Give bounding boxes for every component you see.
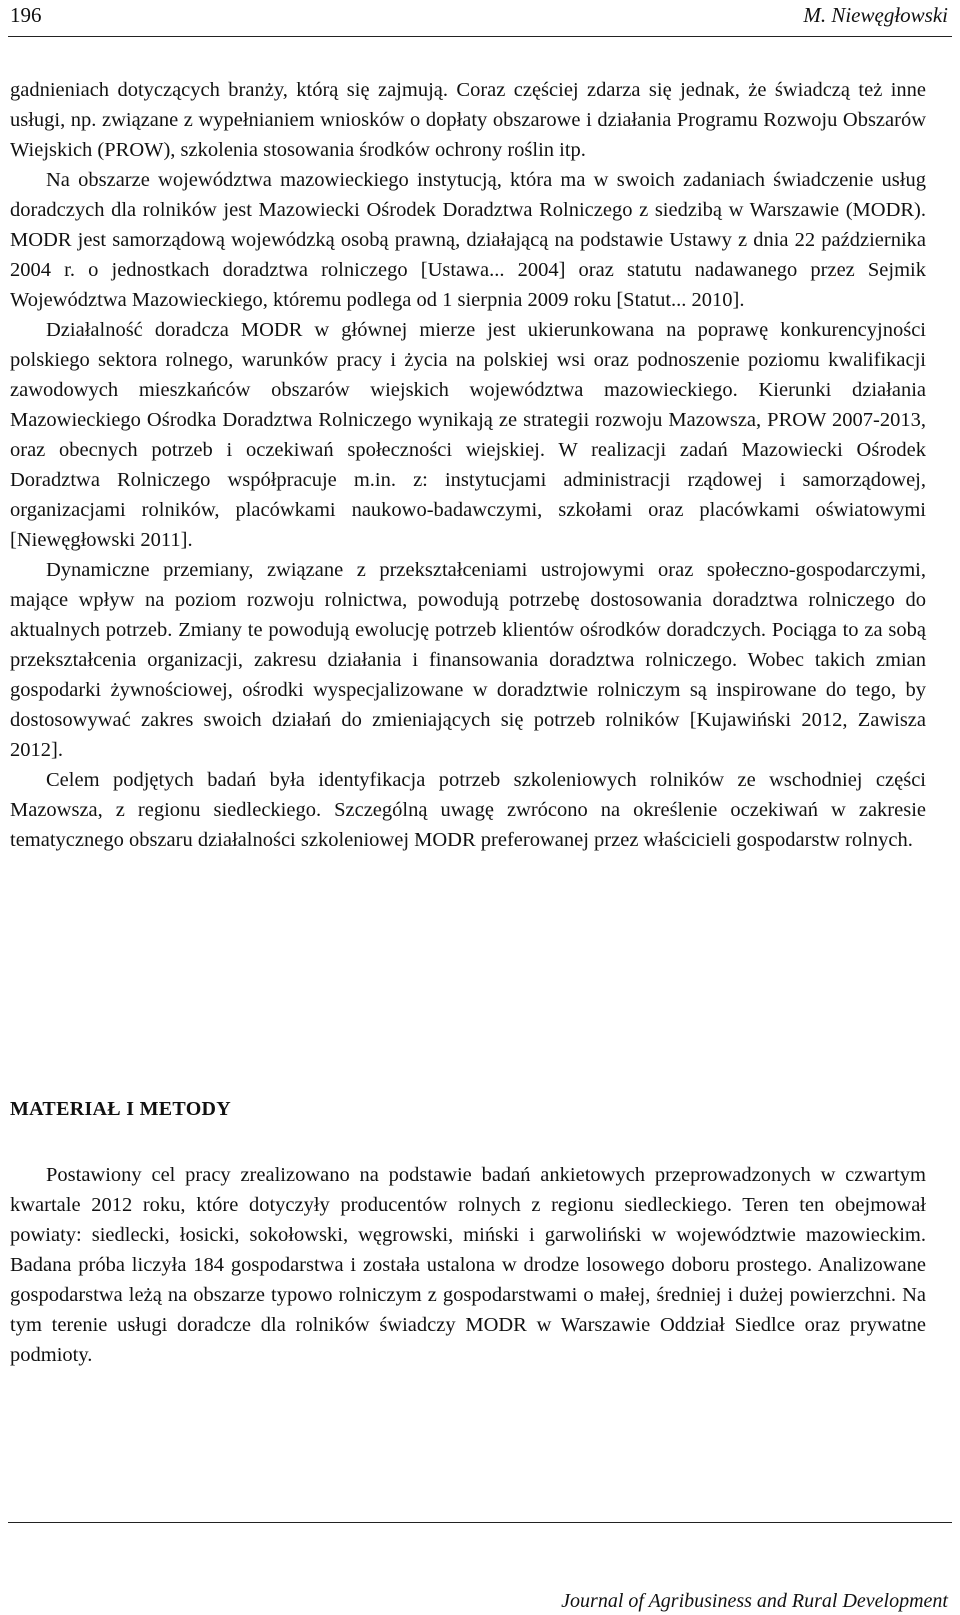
methods-text xyxy=(10,1160,926,1370)
journal-name: Journal of Agribusiness and Rural Development xyxy=(561,1590,948,1612)
paragraph-research-aim: Celem podjętych badań była identyfikacja potrzeb szkoleniowych rolników ze wschodniej części Mazowsza, z regionu siedleckiego. Szczególną uwagę zwrócono na określenie oczekiwań w zakresie tematycznego obszaru działalności szkoleniowej MODR preferowanej przez właścicieli gospodarstw rolnych. xyxy=(10,769,926,851)
page-number: 196 xyxy=(10,3,42,27)
paragraph-modr-activity: Działalność doradcza MODR w głównej mierze jest ukierunkowana na poprawę konkurencyjności polskiego sektora rolnego, warunków pracy i życia na polskiej wsi oraz podnoszenie poziomu kwalifikacji zawodowych mieszkańców obszarów wiejskich województwa mazowieckiego. Kierunki działania Mazowieckiego Ośrodka Doradztwa Rolniczego wynikają ze strategii rozwoju Mazowsza, PROW 2007-2013, oraz obecnych potrzeb i oczekiwań społeczności wiejskiej. W realizacji zadań Mazowiecki Ośrodek Doradztwa Rolniczego współpracuje m.in. z: instytucjami administracji rządowej i samorządowej, organizacjami rolników, placówkami naukowo-badawczymi, szkołami oraz placówkami oświatowymi [Niewęgłowski 2011]. xyxy=(10,319,926,551)
running-header xyxy=(8,0,952,37)
paragraph-modr-institution: Na obszarze województwa mazowieckiego instytucją, która ma w swoich zadaniach świadczenie usług doradczych dla rolników jest Mazowiecki Ośrodek Doradztwa Rolniczego z siedzibą w Warszawie (MODR). MODR jest samorządową wojewódzką osobą prawną, działającą na podstawie Ustawy z dnia 22 października 2004 r. o jednostkach doradztwa rolniczego [Ustawa... 2004] oraz statutu nadawanego przez Sejmik Województwa Mazowieckiego, któremu podlega od 1 sierpnia 2009 roku [Statut... 2010]. xyxy=(10,169,926,311)
paragraph-dynamic-changes: Dynamiczne przemiany, związane z przekształceniami ustrojowymi oraz społeczno-gospodarczymi, mające wpływ na poziom rozwoju rolnictwa, powodują potrzebę dostosowania doradztwa rolniczego do aktualnych potrzeb. Zmiany te powodują ewolucję potrzeb klientów ośrodków doradczych. Pociąga to za sobą przekształcenia organizacji, zakresu działania i finansowania doradztwa rolniczego. Wobec takich zmian gospodarki żywnościowej, ośrodki wyspecjalizowane w doradztwie rolniczym są inspirowane do tego, by dostosowywać zakres swoich działań do zmieniających się potrzeb rolników [Kujawiński 2012, Zawisza 2012]. xyxy=(10,559,926,761)
body-text xyxy=(10,75,926,855)
running-head-author: M. Niewęgłowski xyxy=(803,3,948,27)
paragraph-continued: gadnieniach dotyczących branży, którą się zajmują. Coraz częściej zdarza się jednak, że świadczą też inne usługi, np. związane z wypełnianiem wniosków o dopłaty obszarowe i działania Programu Rozwoju Obszarów Wiejskich (PROW), szkolenia stosowania środków ochrony roślin itp. xyxy=(10,79,926,161)
running-footer xyxy=(8,1522,952,1615)
paragraph-methods: Postawiony cel pracy zrealizowano na podstawie badań ankietowych przeprowadzonych w czwartym kwartale 2012 roku, które dotyczyły producentów rolnych z regionu siedleckiego. Teren ten obejmował powiaty: siedlecki, łosicki, sokołowski, węgrowski, miński i garwoliński w województwie mazowieckim. Badana próba liczyła 184 gospodarstwa i została ustalona w drodze losowego doboru prostego. Analizowane gospodarstwa leżą na obszarze typowo rolniczym z gospodarstwami o małej, średniej i dużej powierzchni. Na tym terenie usługi doradcze dla rolników świadczy MODR w Warszawie Oddział Siedlce oraz prywatne podmioty. xyxy=(10,1164,926,1366)
section-heading: MATERIAŁ I METODY xyxy=(10,1098,232,1120)
